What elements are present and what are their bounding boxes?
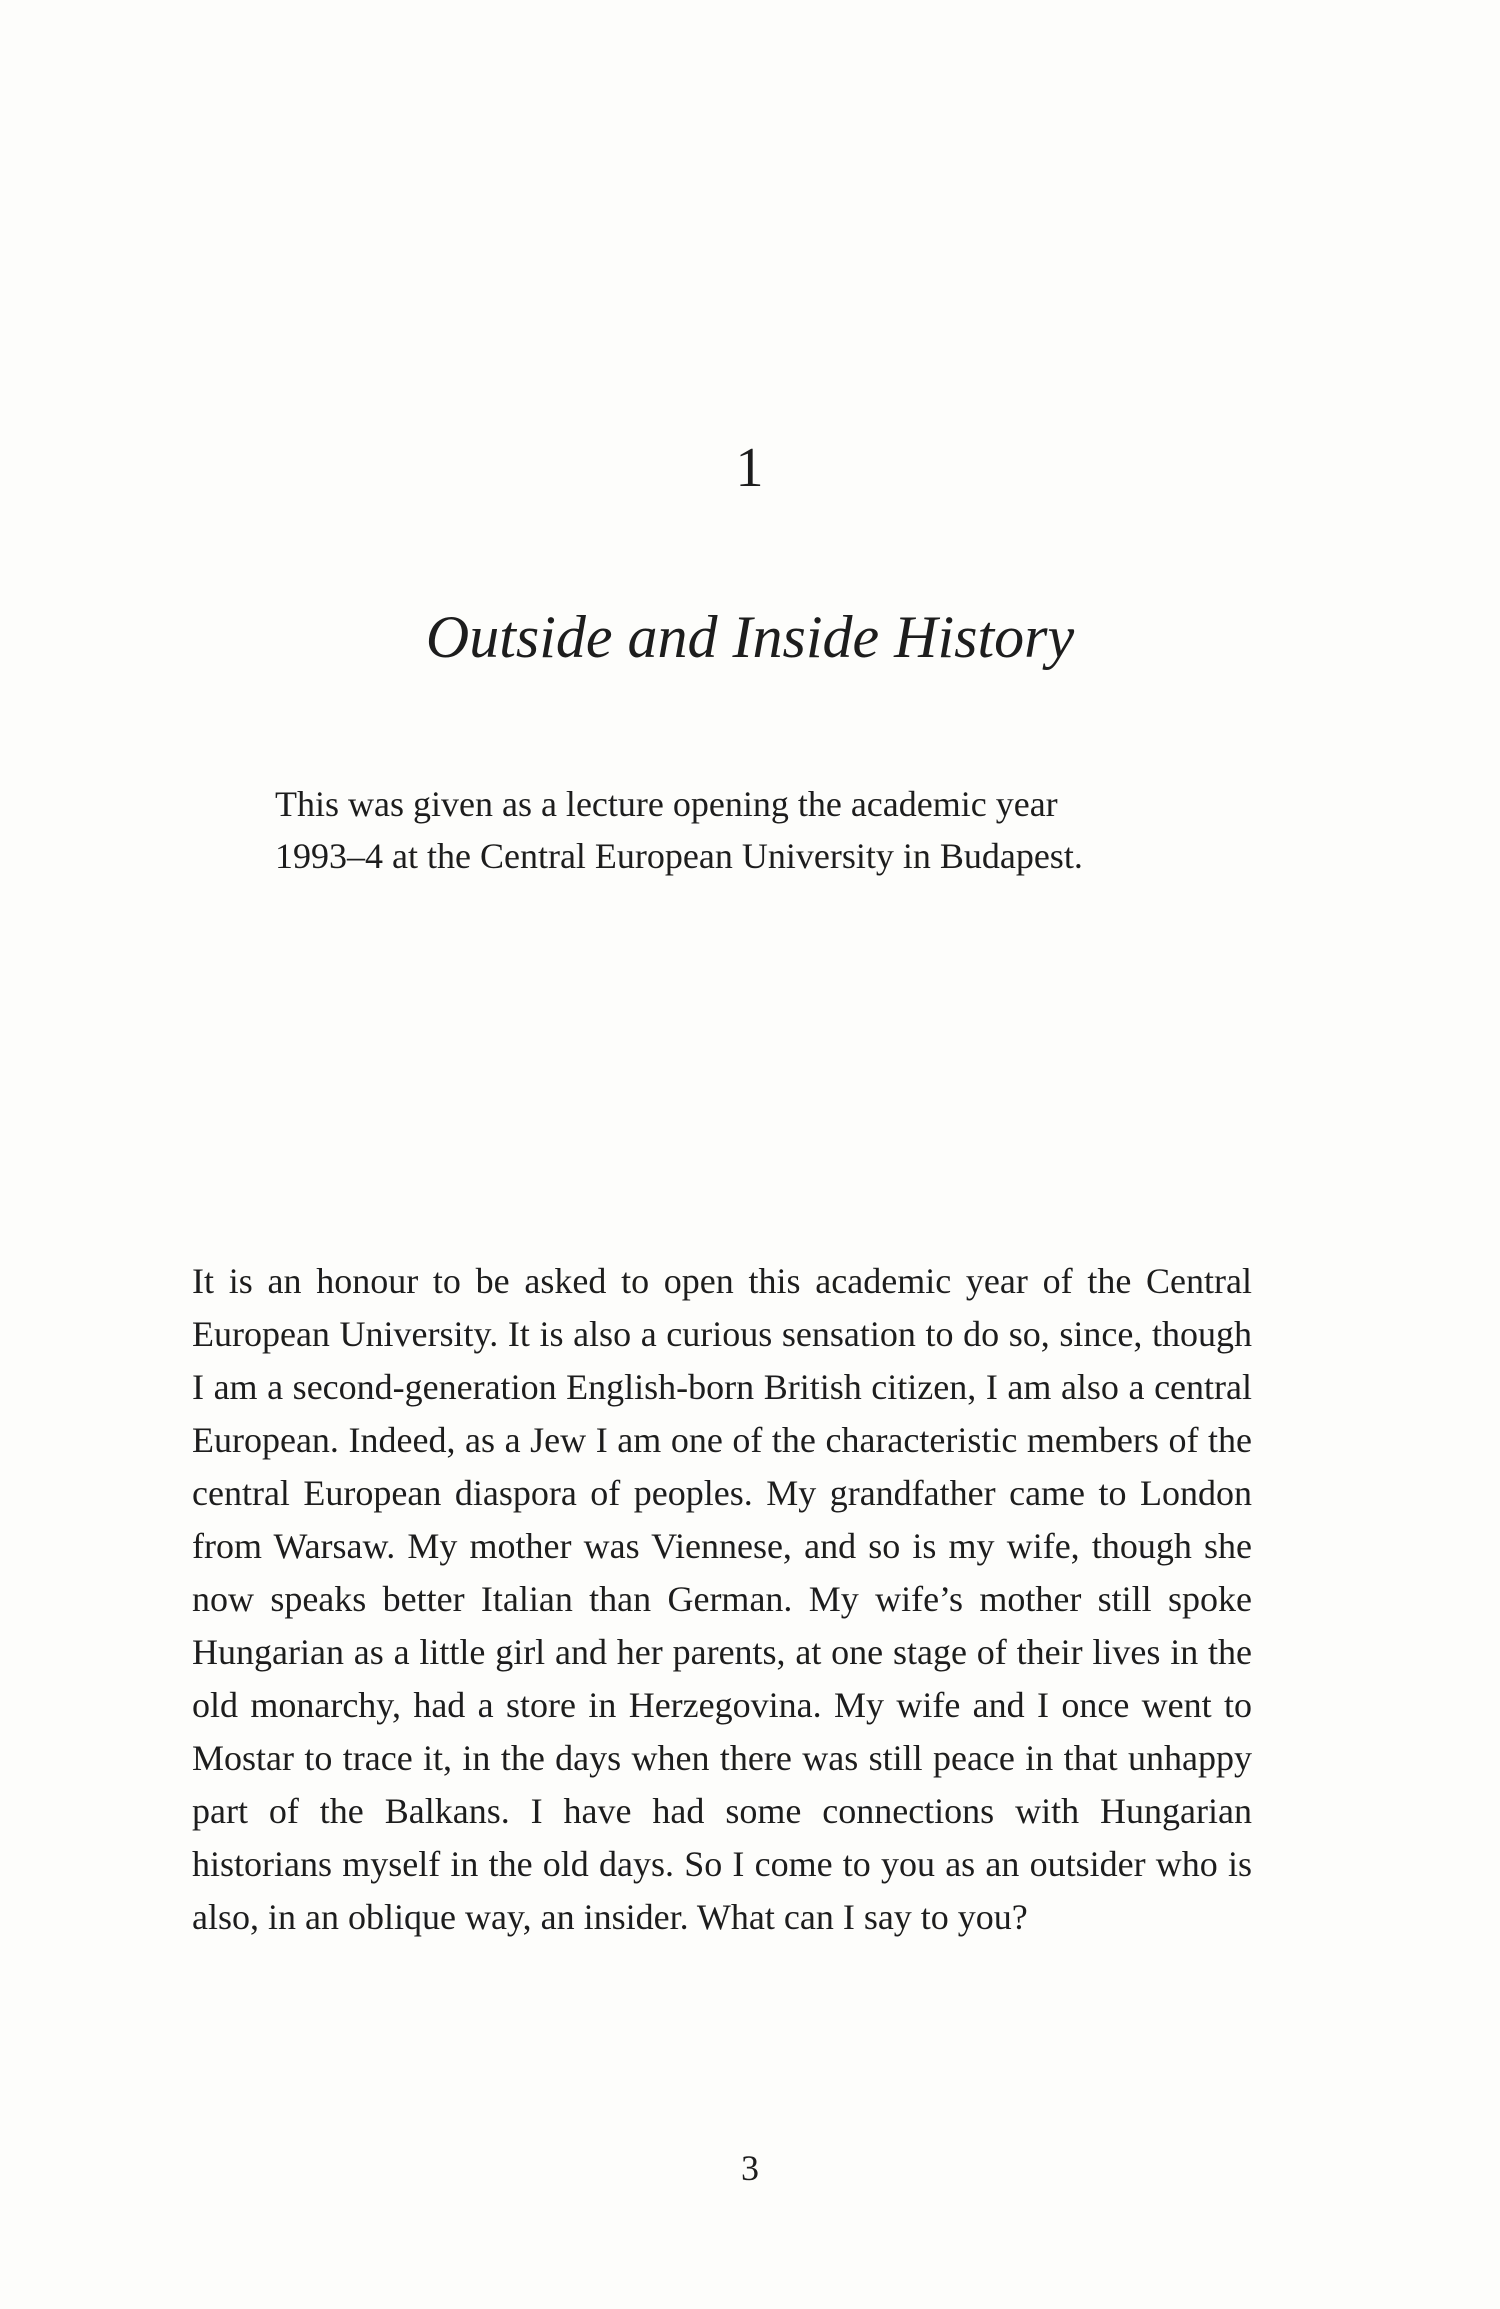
page-number: 3 — [741, 2148, 759, 2188]
chapter-title: Outside and Inside History — [425, 604, 1075, 670]
body-paragraph: It is an honour to be asked to open this academic year of the Central European University. It is also a curious sensation to do so, since, though I am a second-generation English-born British citizen, I am also a central European. Indeed, as a Jew I am one of the characteristic members of the central European diaspora of peoples. My grandfather came to London from Warsaw. My mother was Viennese, and so is my wife, though she now speaks better Italian than German. My wife’s mother still spoke Hungarian as a little girl and her parents, at one stage of their lives in the old monarchy, had a store in Herzegovina. My wife and I once went to Mostar to trace it, in the days when there was still peace in that unhappy part of the Balkans. I have had some connections with Hungarian historians myself in the old days. So I come to you as an outsider who is also, in an oblique way, an insider. What can I say to you? — [192, 1261, 1252, 1937]
epigraph-text: This was given as a lecture opening the academic year 1993–4 at the Central European University in Budapest. — [275, 784, 1083, 876]
chapter-number: 1 — [735, 437, 765, 499]
chapter-epigraph — [275, 778, 1155, 882]
body-text — [192, 1255, 1252, 1944]
